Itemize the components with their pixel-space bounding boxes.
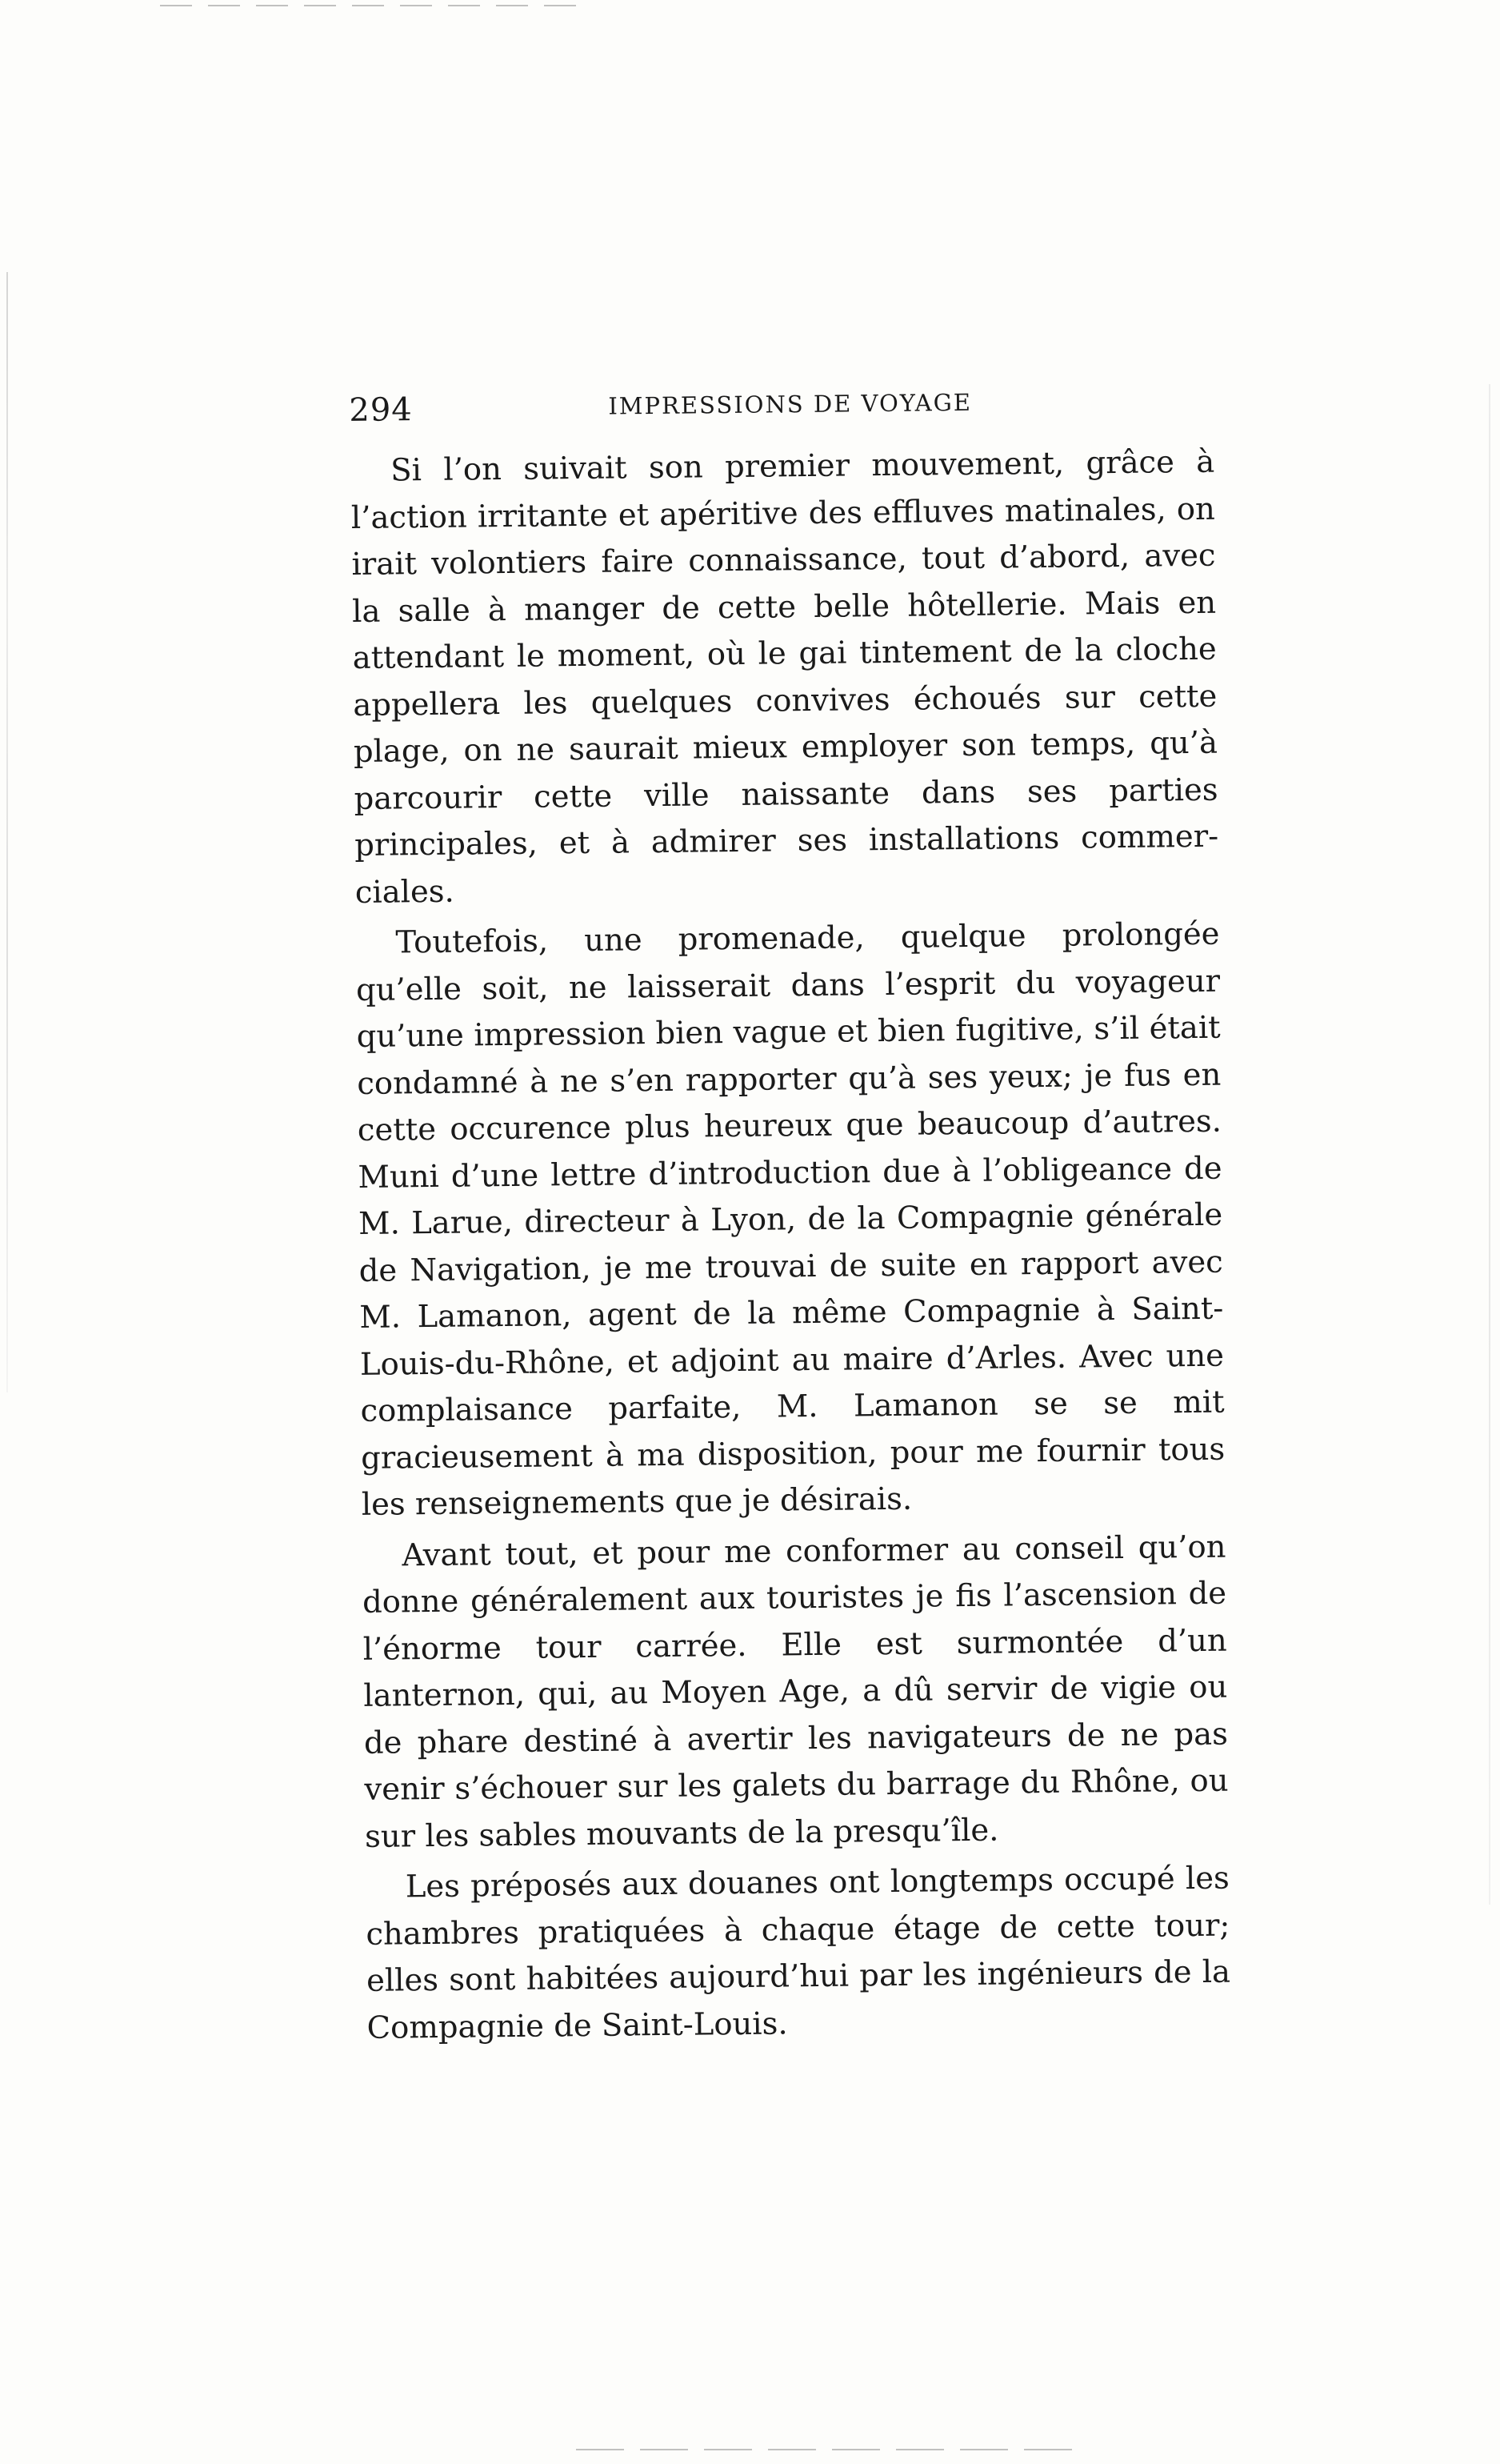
paragraph-3: Avant tout, et pour me conformer au conseil qu’on donne généralement aux touristes je fis l’ascension de l’énorme tour carrée. Elle est surmontée d’un lanternon, qui, au Moyen Age, a dû servir de vigie ou de phare destiné à avertir les navigateurs de ne pas venir s’échouer sur les galets du barrage du Rhône, ou sur les sables mouvants de la presqu’île.	[362, 1528, 1229, 1855]
paragraph-1: Si l’on suivait son premier mouvement, grâce à l’action irritante et apéritive des effluves matinales, on irait volontiers faire connaissance, tout d’abord, avec la salle à manger de cette belle hôtellerie. Mais en attendant le moment, où le gai tintement de la cloche appellera les quelques convives échoués sur cette plage, on ne saurait mieux employer son temps, qu’à parcourir cette ville naissante dans ses parties principales, et à admirer ses installations commerciales.	[350, 443, 1219, 911]
page-number: 294	[349, 391, 413, 429]
scan-edge-bottom	[576, 2449, 1088, 2450]
page-header	[344, 371, 1241, 429]
body-text	[350, 439, 1231, 2056]
scan-edge-top	[160, 5, 592, 6]
scan-edge-right	[1489, 384, 1490, 1905]
paragraph-4: Les préposés aux douanes ont longtemps occupé les chambres pratiquées à chaque étage de cette tour; elles sont habitées aujourd’hui par les ingénieurs de la Compagnie de Saint-Louis.	[366, 1860, 1231, 2046]
paragraph-2: Toutefois, une promenade, quelque prolongée qu’elle soit, ne laisserait dans l’esprit du voyageur qu’une impression bien vague et bien fugitive, s’il était condamné à ne s’en rapporter qu’à ses yeux; je fus en cette occurence plus heureux que beaucoup d’autres. Muni d’une lettre d’introduction due à l’obligeance de M. Larue, directeur à Lyon, de la Compagnie générale de Navigation, je me trouvai de suite en rapport avec M. Lamanon, agent de la même Compagnie à Saint-Louis-du-Rhône, et adjoint au maire d’Arles. Avec une complaisance parfaite, M. Lamanon se se mit gracieusement à ma disposition, pour me fournir tous les renseignements que je désirais.	[355, 915, 1226, 1523]
running-head: IMPRESSIONS DE VOYAGE	[608, 388, 973, 420]
scan-edge-left	[6, 272, 8, 1392]
